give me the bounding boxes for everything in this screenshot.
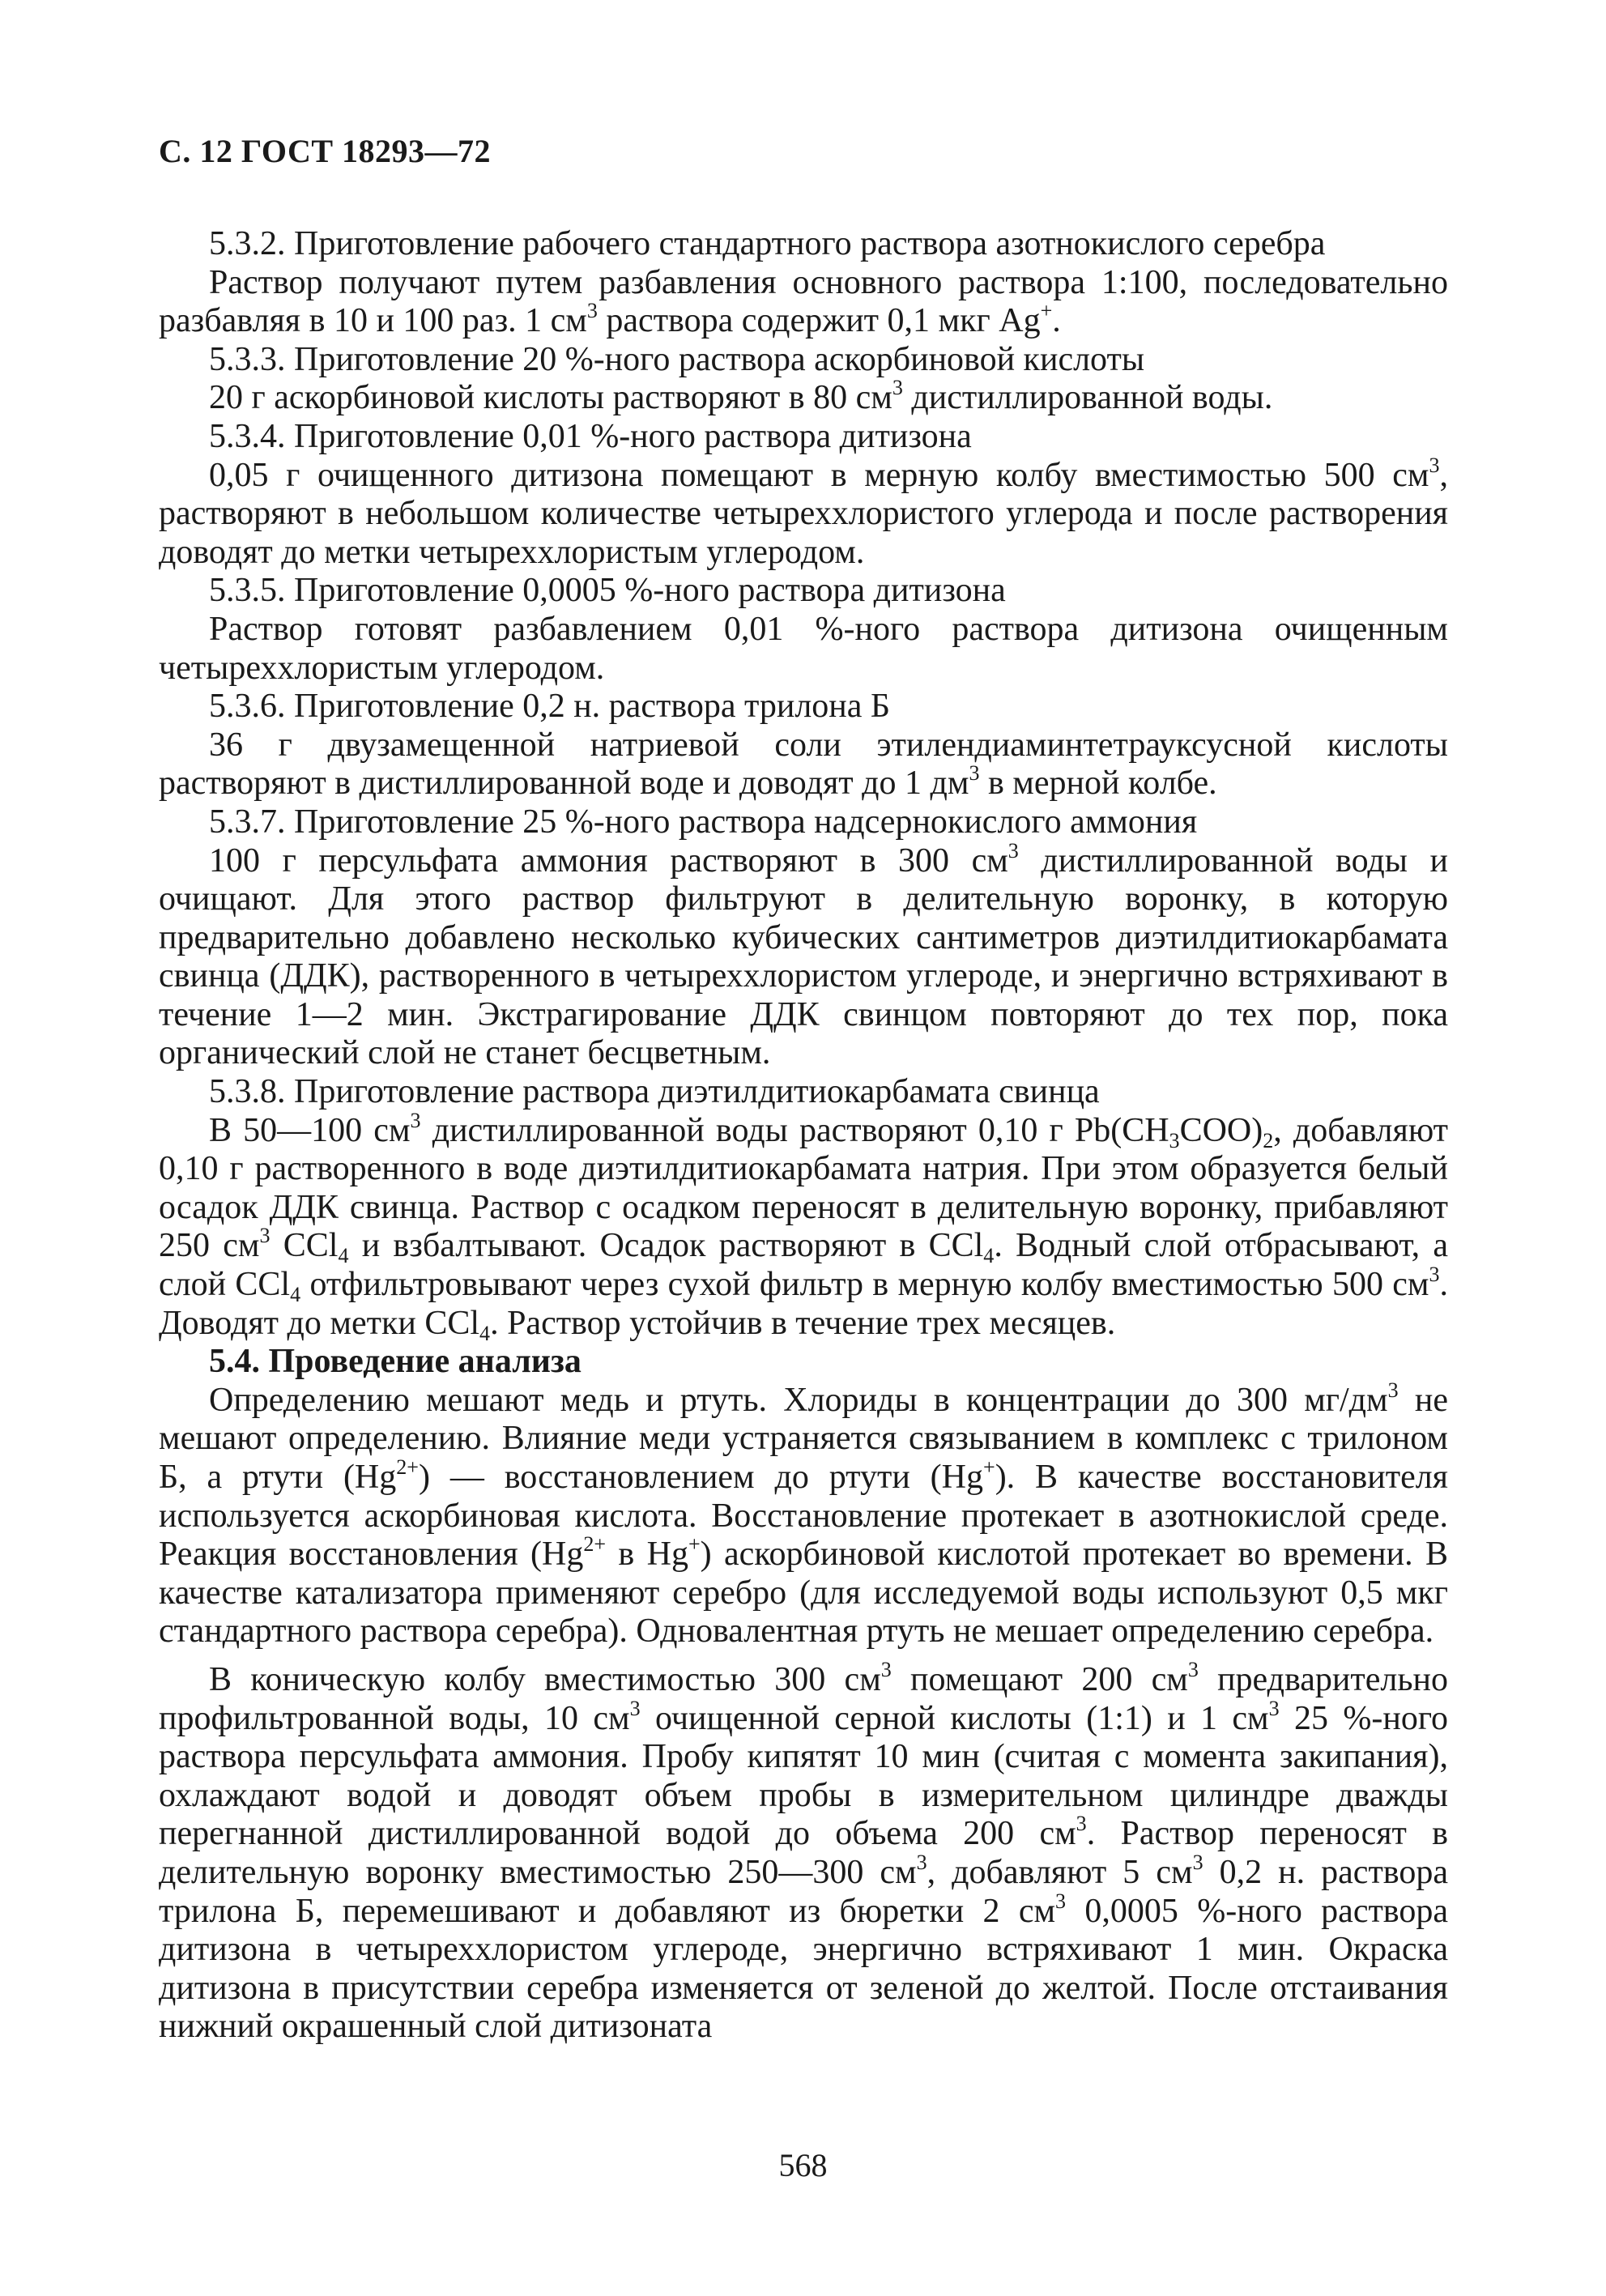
paragraph-5-3-7-text: 100 г персульфата аммония растворяют в 300 $см^3$ дистиллированной воды и очищают. Для этого раствор фильтруют в делительную воронку, в которую предварительно добавлено несколько кубических сантиметров диэтилдитиокарбамата свинца (ДДК), растворенного в четыреххлористом углероде, и энергично встряхивают в течение 1—2 мин. Экстрагирование ДДК свинцом повторяют до тех пор, пока органический слой не станет бесцветным.	[159, 838, 1448, 1072]
subsection-title-5-3-4: 5.3.4. Приготовление 0,01 %-ного раствора дитизона	[209, 417, 972, 455]
subsection-title-5-3-3: 5.3.3. Приготовление 20 %-ного раствора аскорбиновой кислоты	[209, 340, 1145, 378]
subsection-title-5-3-6: 5.3.6. Приготовление 0,2 н. раствора трилона Б	[209, 688, 891, 726]
paragraph-5-3-6-text: 36 г двузамещенной натриевой соли этилендиаминтетрауксусной кислоты растворяют в дистиллированной воде и доводят до 1 $дм^3$ в мерной колбе.	[159, 726, 1448, 803]
page-number: 568	[778, 2147, 828, 2183]
subsection-title-5-3-2: 5.3.2. Приготовление рабочего стандартного раствора азотнокислого серебра	[209, 225, 1326, 262]
paragraph-5-3-8-text: В 50—100 $см^3$ дистиллированной воды растворяют 0,10 г $Pb(CH_3COO)_2$, добавляют 0,10 г растворенного в воде диэтилдитиокарбамата натрия. При этом образуется белый осадок ДДК свинца. Раствор с осадком переносят в делительную воронку, прибавляют 250 $см^3$ CCl$_4$ и взбалтывают. Осадок растворяют в CCl$_4$. Водный слой отбрасывают, а слой CCl$_4$ отфильтровывают через сухой фильтр в мерную колбу вместимостью 500 $см^3$. Доводят до метки CCl$_4$. Раствор устойчив в течение трех месяцев.	[159, 1108, 1449, 1345]
paragraph-5-3-5-text: Раствор готовят разбавлением 0,01 %-ного раствора дитизона очищенным четыреххлористым углеродом.	[159, 610, 1448, 687]
paragraph-5-4-intro: Определению мешают медь и ртуть. Хлориды в концентрации до 300 $мг/дм^3$ не мешают определению. Влияние меди устраняется связыванием в комплекс с трилоном Б, а ртути $(Hg^{2+})$ — восстановлением до ртути (Hg+). В качестве восстановителя используется аскорбиновая кислота. Восстановление протекает в азотнокислой среде. Реакция восстановления ($Hg^{2+}$ в Hg+) аскорбиновой кислотой протекает во времени. В качестве катализатора применяют серебро (для исследуемой воды используют 0,5 мкг стандартного раствора серебра). Одновалентная ртуть не мешает определению серебра.	[159, 1378, 1449, 1651]
page-header: С. 12 ГОСТ 18293—72	[159, 133, 492, 169]
paragraph-5-3-3-text: 20 г аскорбиновой кислоты растворяют в 80 $см^3$ дистиллированной воды.	[209, 376, 1273, 417]
paragraph-5-4-procedure: В коническую колбу вместимостью 300 $см^3$ помещают 200 $см^3$ предварительно профильтрованной воды, 10 $см^3$ очищенной серной кислоты (1:1) и 1 $см^3$ 25 %-ного раствора персульфата аммония. Пробу кипятят 10 мин (считая с момента закипания), охлаждают водой и доводят объем пробы в измерительном цилиндре дважды перегнанной дистиллированной водой до объема 200 $см^3$. Раствор переносят в делительную воронку вместимостью 250—300 $см^3$, добавляют 5 $см^3$ 0,2 н. раствора трилона Б, перемешивают и добавляют из бюретки 2 $см^3$ 0,0005 %-ного раствора дитизона в четыреххлористом углероде, энергично встряхивают 1 мин. Окраска дитизона в присутствии серебра изменяется от зеленой до желтой. После отстаивания нижний окрашенный слой дитизоната	[159, 1658, 1448, 2046]
paragraph-5-3-4-text: 0,05 г очищенного дитизона помещают в мерную колбу вместимостью 500 $см^3$, растворяют в небольшом количестве четыреххлористого углерода и после растворения доводят до метки четыреххлористым углеродом.	[159, 453, 1448, 571]
document-body	[159, 225, 1448, 2047]
section-title-5-4: 5.4. Проведение анализа	[209, 1343, 581, 1381]
subsection-title-5-3-8: 5.3.8. Приготовление раствора диэтилдитиокарбамата свинца	[209, 1073, 1100, 1111]
paragraph-5-3-2-text: Раствор получают путем разбавления основного раствора 1:100, последовательно разбавляя в 10 и 100 раз. 1 $см^3$ раствора содержит 0,1 мкг Ag+.	[159, 263, 1448, 340]
subsection-title-5-3-7: 5.3.7. Приготовление 25 %-ного раствора надсернокислого аммония	[209, 803, 1198, 841]
subsection-title-5-3-5: 5.3.5. Приготовление 0,0005 %-ного раствора дитизона	[209, 572, 1006, 610]
